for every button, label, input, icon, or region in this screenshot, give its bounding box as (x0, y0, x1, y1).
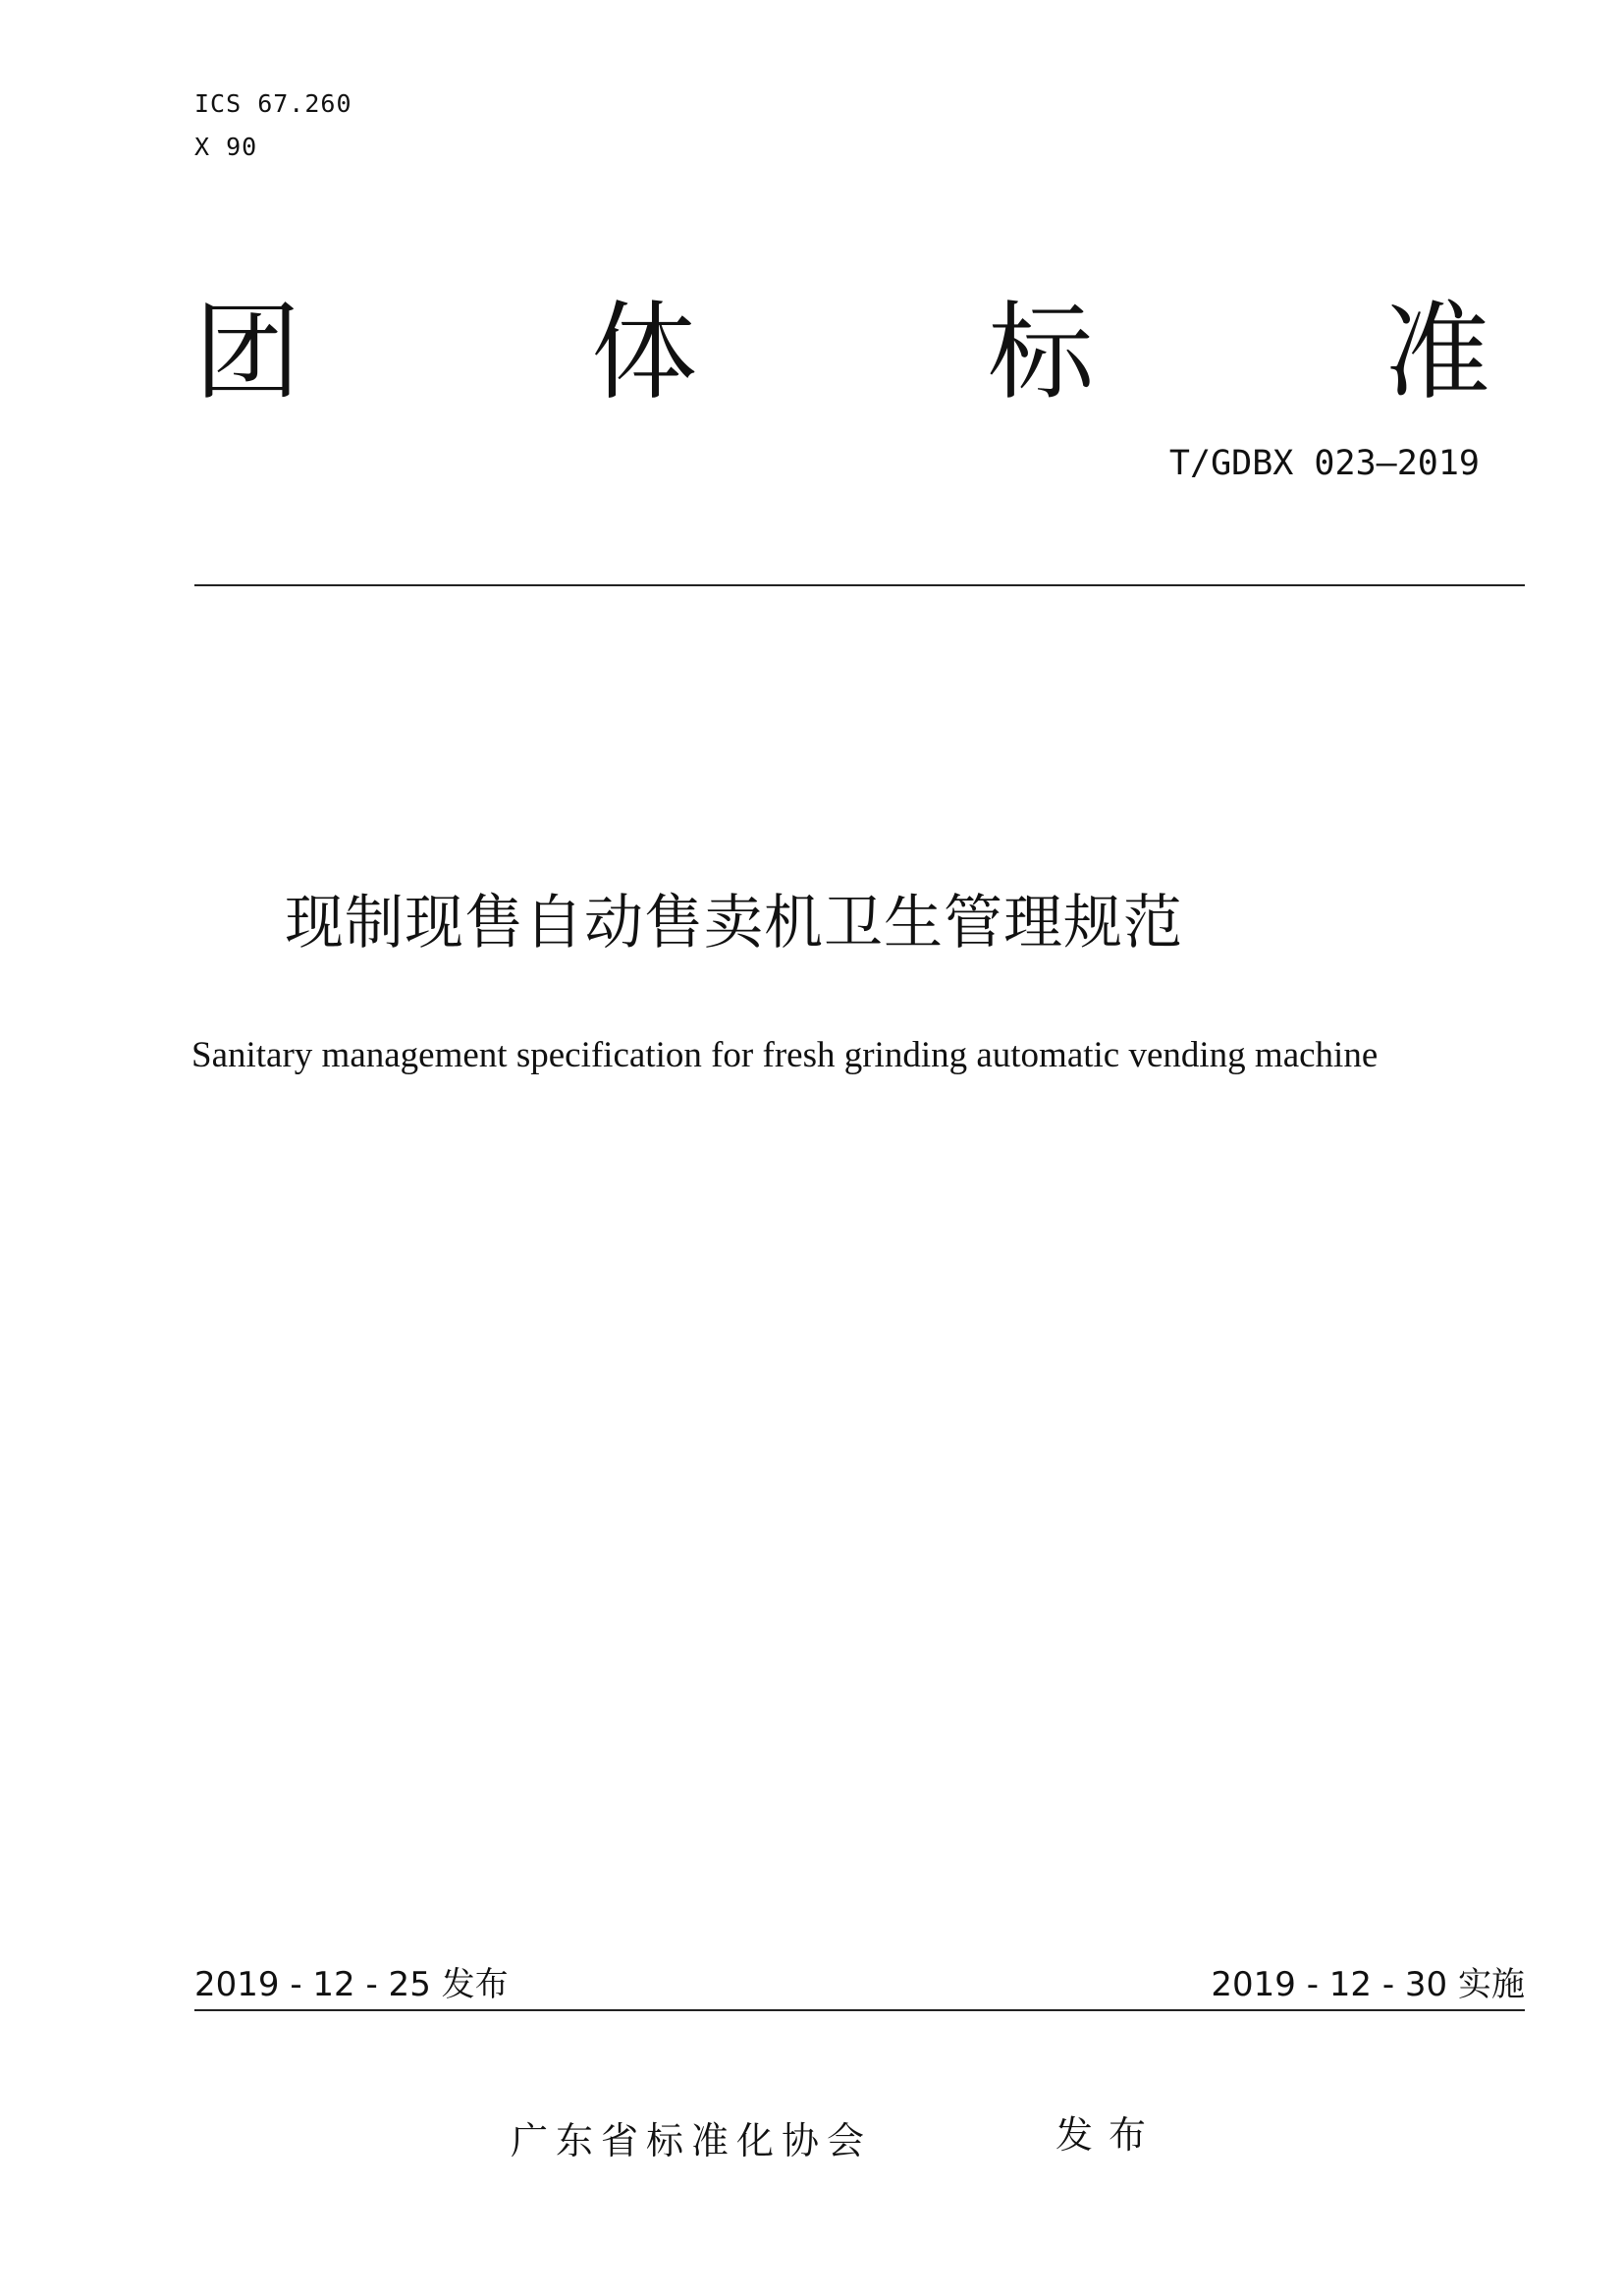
footer-divider (194, 2009, 1525, 2011)
publisher-name: 广东省标准化协会 (511, 2119, 873, 2162)
implement-date: 2019 - 12 - 30 实施 (1211, 1965, 1525, 2004)
title-char: 准 (1383, 292, 1490, 414)
publisher-line (511, 2111, 1163, 2170)
document-title-english: Sanitary management specification for fresh grinding automatic vending machine (191, 1035, 1379, 1075)
ics-code: ICS 67.260 (194, 89, 352, 118)
standard-code: T/GDBX 023—2019 (1168, 444, 1480, 483)
header-divider (194, 584, 1525, 586)
issue-date: 2019 - 12 - 25 发布 (194, 1965, 509, 2004)
title-char: 团 (194, 292, 301, 414)
document-title-chinese: 现制现售自动售卖机卫生管理规范 (285, 889, 1183, 957)
standard-type-title (194, 290, 1490, 417)
classification-block (194, 82, 352, 169)
date-row (194, 1962, 1525, 2007)
title-char: 体 (590, 292, 697, 414)
ccs-code: X 90 (194, 133, 258, 161)
publish-label: 发布 (1055, 2113, 1163, 2157)
title-char: 标 (987, 292, 1094, 414)
